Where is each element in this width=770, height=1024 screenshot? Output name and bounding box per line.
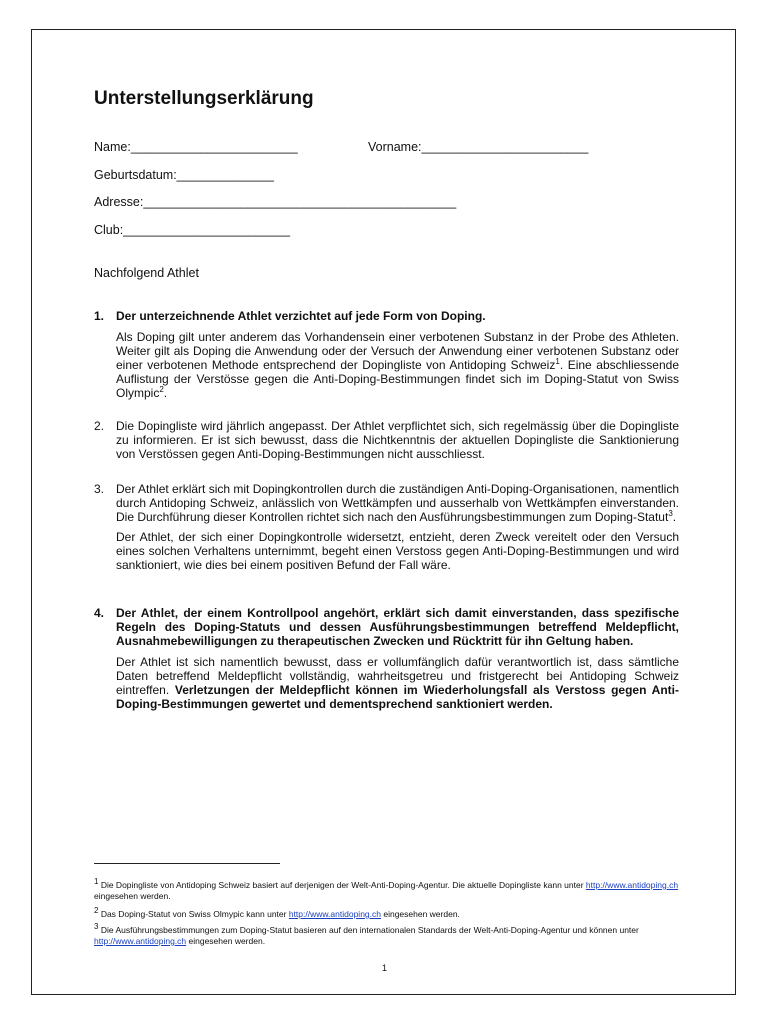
intro-text: Nachfolgend Athlet bbox=[94, 266, 199, 280]
clause-text: . bbox=[672, 510, 677, 524]
footnote-3 bbox=[94, 922, 682, 947]
clause-number: 3. bbox=[94, 482, 105, 496]
clause-3 bbox=[94, 482, 679, 578]
clause-text: . bbox=[163, 386, 168, 400]
footnote-text: eingesehen werden. bbox=[380, 909, 460, 919]
footnote-2 bbox=[94, 906, 682, 920]
clause-number: 1. bbox=[94, 309, 105, 323]
clause-paragraph: Die Dopingliste wird jährlich angepasst. Der Athlet verpflichtet sich, sich regelmässig über die Dopingliste zu informieren. Er ist sich bewusst, dass die Nichtkenntnis der aktuellen Dopingliste die Sanktionierung von Verstössen gegen Anti-Doping-Bestimmungen nicht ausschliesst. bbox=[116, 419, 679, 461]
clause-paragraph: Der Athlet, der sich einer Dopingkontrolle widersetzt, entzieht, deren Zweck vereitelt oder den Versuch eines solchen Verhaltens unternimmt, begeht einen Verstoss gegen Anti-Doping-Bestimmungen und wird sanktioniert, wie dies bei einem positiven Befund der Fall wäre. bbox=[116, 530, 679, 572]
vorname-field: Vorname:________________________ bbox=[368, 140, 589, 154]
name-field: Name:________________________ bbox=[94, 140, 298, 154]
clause-paragraph bbox=[116, 655, 679, 711]
footnote-mark: 2 bbox=[94, 906, 99, 916]
clause-heading: Der Athlet, der einem Kontrollpool angehört, erklärt sich damit einverstanden, dass spezifische Regeln des Doping-Statuts und dessen Ausführungsbestimmungen betreffend Meldepflicht, Ausnahmebewilligungen zu therapeutischen Zwecken und Rücktritt für ihn Geltung haben. bbox=[116, 606, 679, 648]
footnote-ref: 2 bbox=[159, 385, 164, 394]
footnote-divider bbox=[94, 863, 280, 864]
clause-text: Der Athlet ist sich namentlich bewusst, dass er vollumfänglich dafür verantwortlich ist, dass sämtliche Daten betreffend Meldepflicht vollständig, wahrheitsgetreu und fristgerecht bei Antidoping Schweiz eintreffen. bbox=[116, 655, 679, 697]
footnote-1 bbox=[94, 877, 682, 902]
clause-paragraph bbox=[116, 330, 679, 400]
footnote-text: eingesehen werden. bbox=[186, 936, 266, 946]
footnote-text: eingesehen werden. bbox=[94, 891, 171, 901]
clause-bold-text: Verletzungen der Meldepflicht können im Wiederholungsfall als Verstoss gegen Anti-Doping-Bestimmungen gewertet und dementsprechend sanktioniert werden. bbox=[116, 683, 680, 711]
footnote-ref: 3 bbox=[668, 509, 673, 518]
document-title: Unterstellungserklärung bbox=[94, 88, 314, 109]
footnote-text: Das Doping-Statut von Swiss Olmypic kann unter bbox=[98, 909, 289, 919]
footnote-link[interactable]: http://www.antidoping.ch bbox=[94, 936, 187, 946]
clause-text: . Eine abschliessende Auflistung der Verstösse gegen die Anti-Doping-Bestimmungen findet sich im Doping-Statut von Swiss Olympic bbox=[116, 358, 679, 400]
clause-paragraph bbox=[116, 482, 679, 524]
footnote-text: Die Dopingliste von Antidoping Schweiz basiert auf derjenigen der Welt-Anti-Doping-Agentur. Die aktuelle Dopingliste kann unter bbox=[98, 880, 586, 890]
clause-4 bbox=[94, 606, 679, 717]
clause-2 bbox=[94, 419, 679, 467]
clause-1 bbox=[94, 309, 679, 406]
clause-text: Der Athlet erklärt sich mit Dopingkontrollen durch die zuständigen Anti-Doping-Organisationen, namentlich durch Antidoping Schweiz, anlässlich von Wettkämpfen und ausserhalb von Wettkämpfen einverstanden. Die Durchführung dieser Kontrollen richtet sich nach den Ausführungsbestimmungen zum Doping-Statut bbox=[116, 482, 679, 524]
clause-text: Als Doping gilt unter anderem das Vorhandensein einer verbotenen Substanz in der Probe des Athleten. Weiter gilt als Doping die Anwendung oder der Versuch der Anwendung einer verbotenen Substanz oder einer verbotenen Methode entsprechend der Dopingliste von Antidoping Schweiz bbox=[116, 330, 679, 372]
geburtsdatum-field: Geburtsdatum:______________ bbox=[94, 168, 275, 182]
page-number: 1 bbox=[381, 963, 387, 973]
footnote-link[interactable]: http://www.antidoping.ch bbox=[288, 909, 381, 919]
document-page bbox=[31, 29, 736, 995]
footnote-text: Die Ausführungsbestimmungen zum Doping-Statut basieren auf den internationalen Standards der Welt-Anti-Doping-Agentur und können unter bbox=[98, 925, 639, 935]
adresse-field: Adresse:_____________________________________________ bbox=[94, 195, 457, 209]
footnote-link[interactable]: http://www.antidoping.ch bbox=[585, 880, 679, 890]
clause-number: 2. bbox=[94, 419, 105, 433]
footnote-mark: 3 bbox=[94, 922, 99, 932]
footnote-mark: 1 bbox=[94, 877, 99, 887]
clause-heading: Der unterzeichnende Athlet verzichtet auf jede Form von Doping. bbox=[116, 309, 486, 323]
club-field: Club:________________________ bbox=[94, 223, 291, 237]
footnote-ref: 1 bbox=[555, 357, 560, 366]
clause-number: 4. bbox=[94, 606, 105, 620]
